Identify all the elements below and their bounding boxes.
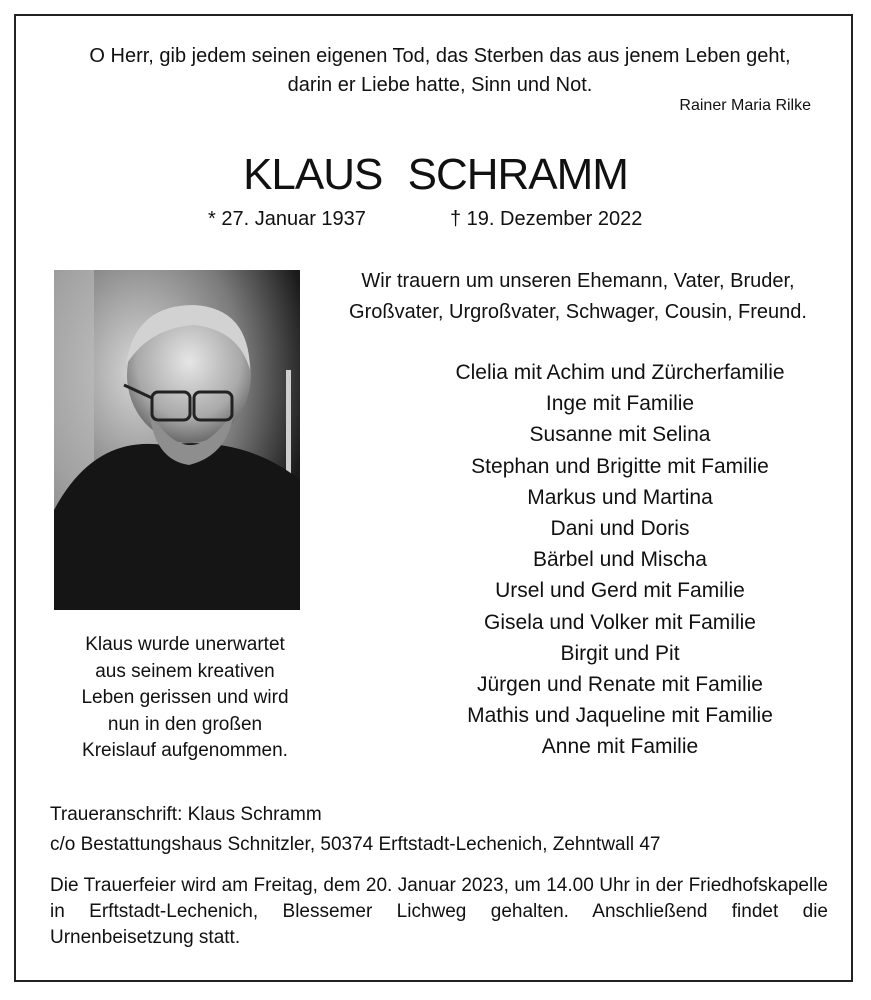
address-line: Traueranschrift: Klaus Schramm [50,804,322,825]
family-entry: Clelia mit Achim und Zürcherfamilie [455,361,785,384]
family-entry: Ursel und Gerd mit Familie [495,579,745,603]
photo-caption [54,632,316,765]
ceremony-notice: Die Trauerfeier wird am Freitag, dem 20. Januar 2023, um 14.00 Uhr in der Friedhofskapelle in Erftstadt-Lechenich, Blessemer Lichweg gehalten. Anschließend findet die Urnenbeisetzung statt. [50,875,828,948]
family-entry: Susanne mit Selina [529,423,711,447]
quote [40,42,840,100]
quote-line: darin er Liebe hatte, Sinn und Not. [287,74,593,96]
family-entry: Anne mit Familie [541,735,699,759]
caption-line: aus seinem kreativen [95,660,275,682]
mourning-line: Großvater, Urgroßvater, Schwager, Cousin, Freund. [349,301,807,323]
mourning-address [50,800,660,860]
death-date: † 19. Dezember 2022 [450,208,643,230]
caption-line: Klaus wurde unerwartet [85,634,285,655]
caption-line: Kreislauf aufgenommen. [82,740,288,761]
family-entry: Inge mit Familie [545,392,695,416]
mourning-line: Wir trauern um unseren Ehemann, Vater, Bruder, [361,270,795,292]
deceased-name: KLAUS SCHRAMM [243,150,628,199]
caption-line: nun in den großen [107,713,263,735]
mourning-text [318,266,838,328]
family-entry: Dani und Doris [550,517,690,541]
family-list [360,357,871,763]
portrait-image [54,270,300,610]
family-entry: Markus und Martina [527,485,713,509]
family-entry: Stephan und Brigitte mit Familie [471,454,769,478]
quote-author: Rainer Maria Rilke [679,97,811,114]
family-entry: Bärbel und Mischa [533,548,707,572]
birth-date: * 27. Januar 1937 [208,208,366,230]
portrait-photo [54,270,300,610]
quote-line: O Herr, gib jedem seinen eigenen Tod, das Sterben das aus jenem Leben geht, [89,45,791,67]
family-entry: Jürgen und Renate mit Familie [477,673,763,697]
family-entry: Birgit und Pit [560,641,680,665]
family-entry: Mathis und Jaqueline mit Familie [467,704,773,728]
caption-line: Leben gerissen und wird [81,687,289,708]
family-entry: Gisela und Volker mit Familie [484,610,756,634]
address-line: c/o Bestattungshaus Schnitzler, 50374 Erftstadt-Lechenich, Zehntwall 47 [50,834,661,855]
